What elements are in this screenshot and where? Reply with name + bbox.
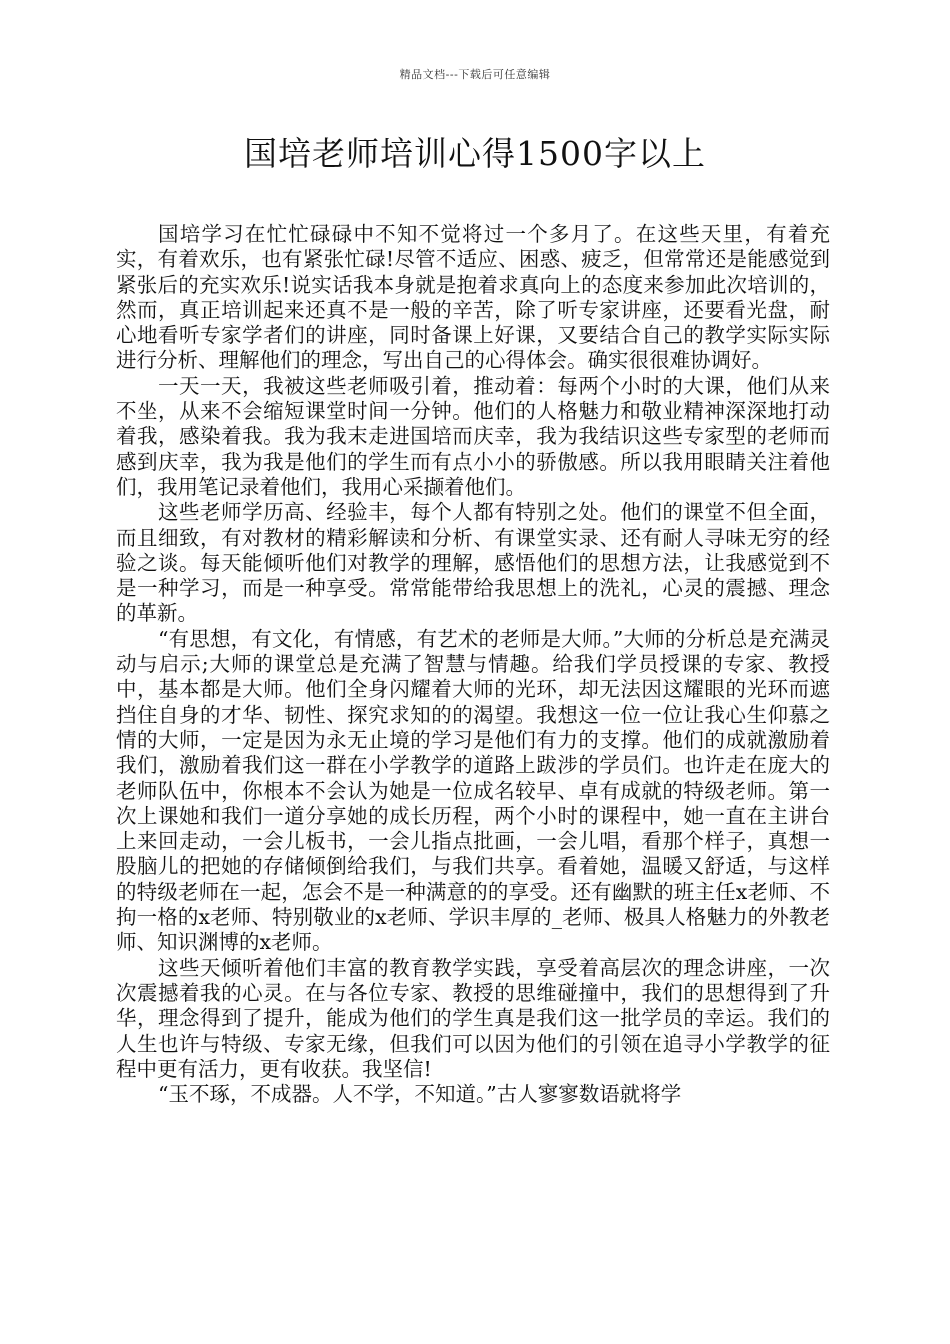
paragraph-2: 一天一天，我被这些老师吸引着，推动着：每两个小时的大课，他们从来不坐，从来不会缩短课堂时间一分钟。他们的人格魅力和敬业精神深深地打动着我，感染着我。我为我末走进国培而庆幸，我为我结识这些专家型的老师而感到庆幸，我为我是他们的学生而有点小小的骄傲感。所以我用眼睛关注着他们，我用笔记录着他们，我用心采撷着他们。 <box>116 373 830 499</box>
paragraph-1: 国培学习在忙忙碌碌中不知不觉将过一个多月了。在这些天里，有着充实，有着欢乐，也有紧张忙碌!尽管不适应、困惑、疲乏，但常常还是能感觉到紧张后的充实欢乐!说实话我本身就是抱着求真向上的态度来参加此次培训的，然而，真正培训起来还真不是一般的辛苦，除了听专家讲座，还要看光盘，耐心地看听专家学者们的讲座，同时备课上好课，又要结合自己的教学实际实际进行分析、理解他们的理念，写出自己的心得体会。确实很很难协调好。 <box>116 222 830 373</box>
document-title: 国培老师培训心得1500字以上 <box>244 134 706 173</box>
paragraph-3: 这些老师学历高、经验丰，每个人都有特别之处。他们的课堂不但全面，而且细致，有对教材的精彩解读和分析、有课堂实录、还有耐人寻味无穷的经验之谈。每天能倾听他们对教学的理解，感悟他们的思想方法，让我感觉到不是一种学习，而是一种享受。常常能带给我思想上的洗礼，心灵的震撼、理念的革新。 <box>116 500 830 626</box>
document-body <box>116 222 830 1107</box>
paragraph-5: 这些天倾听着他们丰富的教育教学实践，享受着高层次的理念讲座，一次次震撼着我的心灵。在与各位专家、教授的思维碰撞中，我们的思想得到了升华，理念得到了提升，能成为他们的学生真是我们这一批学员的幸运。我们的人生也许与特级、专家无缘，但我们可以因为他们的引领在追寻小学教学的征程中更有活力，更有收获。我坚信! <box>116 955 830 1081</box>
header-note: 精品文档---下载后可任意编辑 <box>399 68 551 81</box>
paragraph-4: “有思想，有文化，有情感，有艺术的老师是大师。”大师的分析总是充满灵动与启示;大师的课堂总是充满了智慧与情趣。给我们学员授课的专家、教授中，基本都是大师。他们全身闪耀着大师的光环，却无法因这耀眼的光环而遮挡住自身的才华、韧性、探究求知的的渴望。我想这一位一位让我心生仰慕之情的大师，一定是因为永无止境的学习是他们有力的支撑。他们的成就激励着我们，激励着我们这一群在小学教学的道路上跋涉的学员们。也许走在庞大的老师队伍中，你根本不会认为她是一位成名较早、卓有成就的特级老师。第一次上课她和我们一道分享她的成长历程，两个小时的课程中，她一直在主讲台上来回走动，一会儿板书，一会儿指点批画，一会儿唱，看那个样子，真想一股脑儿的把她的存储倾倒给我们，与我们共享。看着她，温暖又舒适，与这样的特级老师在一起，怎会不是一种满意的的享受。还有幽默的班主任x老师、不拘一格的x老师、特别敬业的x老师、学识丰厚的_老师、极具人格魅力的外教老师、知识渊博的x老师。 <box>116 626 830 955</box>
paragraph-6: “玉不琢，不成器。人不学，不知道。”古人寥寥数语就将学 <box>158 1082 682 1107</box>
